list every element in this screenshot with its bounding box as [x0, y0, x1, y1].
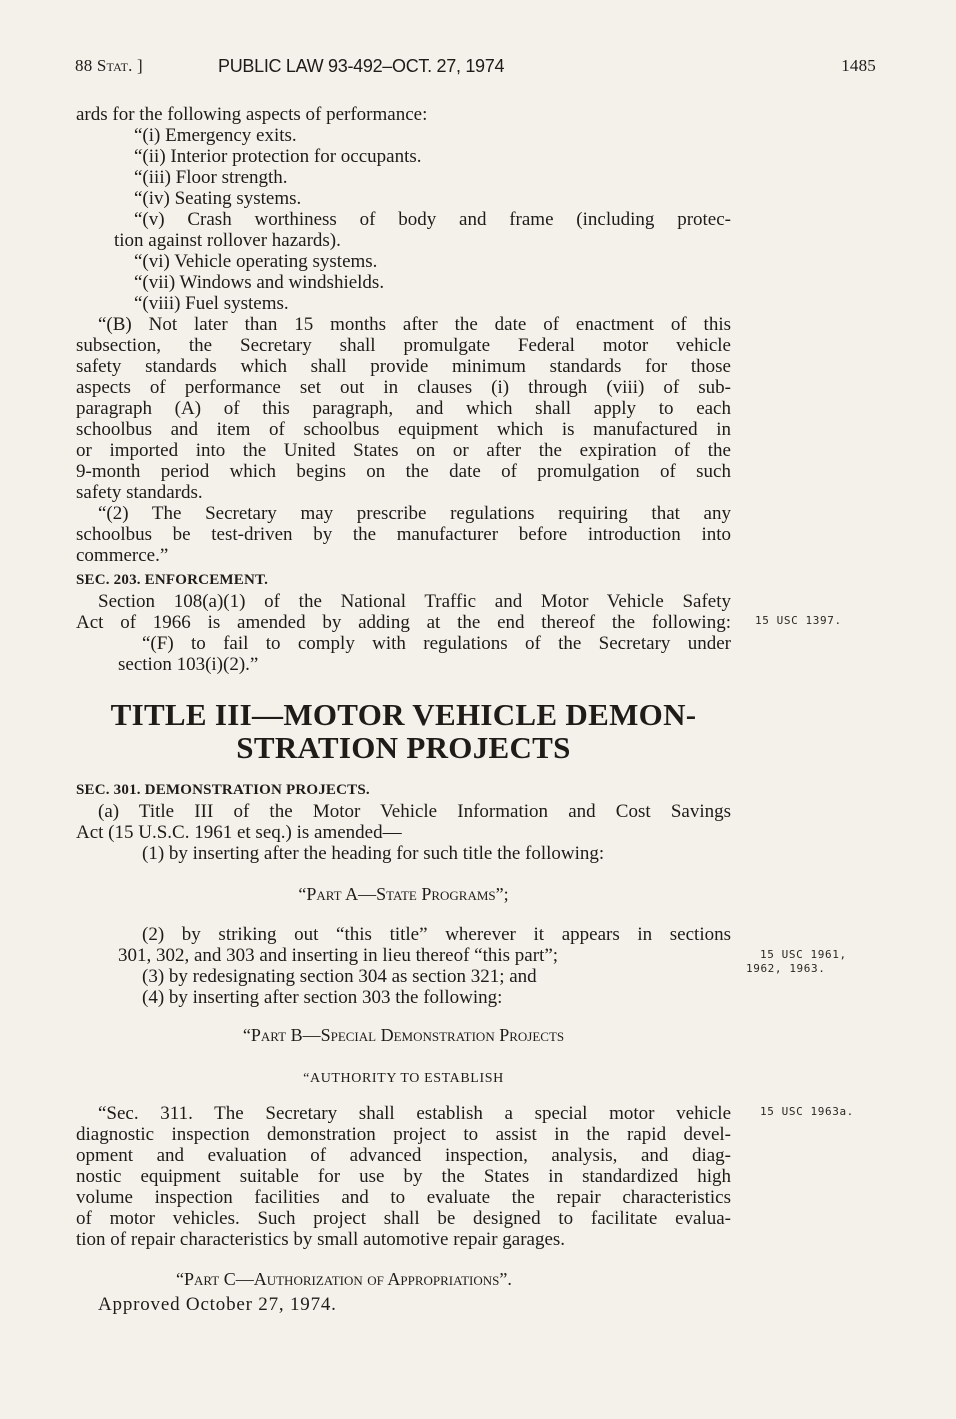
- text-line: commerce.”: [76, 545, 169, 566]
- part-b-heading: “Part B—Special Demonstration Projects: [242, 1025, 565, 1045]
- text-line: “(2) The Secretary may prescribe regulations requiring that any: [98, 503, 731, 524]
- section-heading: SEC. 301. DEMONSTRATION PROJECTS.: [76, 782, 370, 798]
- text-line: tion of repair characteristics by small automotive repair garages.: [76, 1229, 566, 1250]
- text-line: Section 108(a)(1) of the National Traffic and Motor Vehicle Safety: [98, 591, 731, 612]
- clause-item: “(iii) Floor strength.: [134, 167, 288, 188]
- clause-item: “(ii) Interior protection for occupants.: [134, 146, 422, 167]
- text-line: (2) by striking out “this title” wherever it appears in sections: [142, 924, 731, 945]
- margin-note: 15 USC 1961,: [760, 948, 847, 961]
- text-line: (4) by inserting after section 303 the following:: [142, 987, 503, 1008]
- part-b-heading-block: [76, 1025, 731, 1046]
- text-line: Act of 1966 is amended by adding at the end thereof the following:: [76, 612, 731, 633]
- clause-item: “(viii) Fuel systems.: [134, 293, 289, 314]
- title-iii-heading: [76, 698, 731, 764]
- text-line: opment and evaluation of advanced inspection, analysis, and diag-: [76, 1145, 731, 1166]
- text-line: paragraph (A) of this paragraph, and which shall apply to each: [76, 398, 731, 419]
- part-a-heading: “Part A—State Programs”;: [298, 884, 509, 904]
- margin-note: 15 USC 1397.: [755, 614, 842, 627]
- part-c-heading-block: [76, 1269, 731, 1290]
- text-line: schoolbus be test-driven by the manufacturer before introduction into: [76, 524, 731, 545]
- text-line: schoolbus and item of schoolbus equipment which is manufactured in: [76, 419, 731, 440]
- text-line: nostic equipment suitable for use by the States in standardized high: [76, 1166, 731, 1187]
- authority-heading: “AUTHORITY TO ESTABLISH: [303, 1071, 504, 1086]
- title-line: TITLE III—MOTOR VEHICLE DEMON-: [110, 697, 697, 732]
- text-line: of motor vehicles. Such project shall be designed to facilitate evalua-: [76, 1208, 731, 1229]
- text-line: 9-month period which begins on the date of promulgation of such: [76, 461, 731, 482]
- text-line: “(F) to fail to comply with regulations of the Secretary under: [142, 633, 731, 654]
- text-line: 301, 302, and 303 and inserting in lieu thereof “this part”;: [118, 945, 559, 966]
- text-line: section 103(i)(2).”: [118, 654, 259, 675]
- section-203: [76, 570, 731, 675]
- text-line: safety standards which shall provide minimum standards for those: [76, 356, 731, 377]
- text-line: diagnostic inspection demonstration project to assist in the rapid devel-: [76, 1124, 731, 1145]
- text-line: aspects of performance set out in clauses (i) through (viii) of sub-: [76, 377, 731, 398]
- approval-block: [76, 1294, 731, 1315]
- margin-note: 1962, 1963.: [746, 962, 826, 975]
- header-page-number: 1485: [841, 56, 876, 75]
- clause-item: “(v) Crash worthiness of body and frame (including protec-: [134, 209, 731, 230]
- text-line: ards for the following aspects of performance:: [76, 104, 428, 125]
- section-311: [76, 1103, 731, 1250]
- header-stat-reference: 88 Stat. ]: [75, 56, 143, 75]
- margin-note: 15 USC 1963a.: [760, 1105, 854, 1118]
- clause-item: “(i) Emergency exits.: [134, 125, 297, 146]
- clause-item: “(iv) Seating systems.: [134, 188, 302, 209]
- section-301-amendments: [76, 924, 731, 1008]
- text-line: “Sec. 311. The Secretary shall establish a special motor vehicle: [98, 1103, 731, 1124]
- approval-date: Approved October 27, 1974.: [98, 1294, 337, 1315]
- text-line: (1) by inserting after the heading for such title the following:: [142, 843, 605, 864]
- performance-aspects-block: [76, 104, 731, 566]
- text-line: safety standards.: [76, 482, 203, 503]
- title-line: STRATION PROJECTS: [236, 730, 571, 765]
- clause-item: “(vi) Vehicle operating systems.: [134, 251, 378, 272]
- section-301: [76, 780, 731, 864]
- clause-item: “(vii) Windows and windshields.: [134, 272, 385, 293]
- text-line: (3) by redesignating section 304 as section 321; and: [142, 966, 537, 987]
- text-line: volume inspection facilities and to evaluate the repair characteristics: [76, 1187, 731, 1208]
- section-heading: SEC. 203. ENFORCEMENT.: [76, 572, 269, 588]
- text-line: (a) Title III of the Motor Vehicle Information and Cost Savings: [98, 801, 731, 822]
- text-line: or imported into the United States on or after the expiration of the: [76, 440, 731, 461]
- text-line: tion against rollover hazards).: [114, 230, 341, 251]
- text-line: Act (15 U.S.C. 1961 et seq.) is amended—: [76, 822, 402, 843]
- part-c-heading: “Part C—Authorization of Appropriations”.: [176, 1269, 512, 1289]
- header-public-law-title: PUBLIC LAW 93-492–OCT. 27, 1974: [218, 56, 505, 76]
- authority-heading-block: [76, 1068, 731, 1089]
- text-line: subsection, the Secretary shall promulgate Federal motor vehicle: [76, 335, 731, 356]
- text-line: “(B) Not later than 15 months after the date of enactment of this: [98, 314, 731, 335]
- part-a-heading-block: [76, 884, 731, 905]
